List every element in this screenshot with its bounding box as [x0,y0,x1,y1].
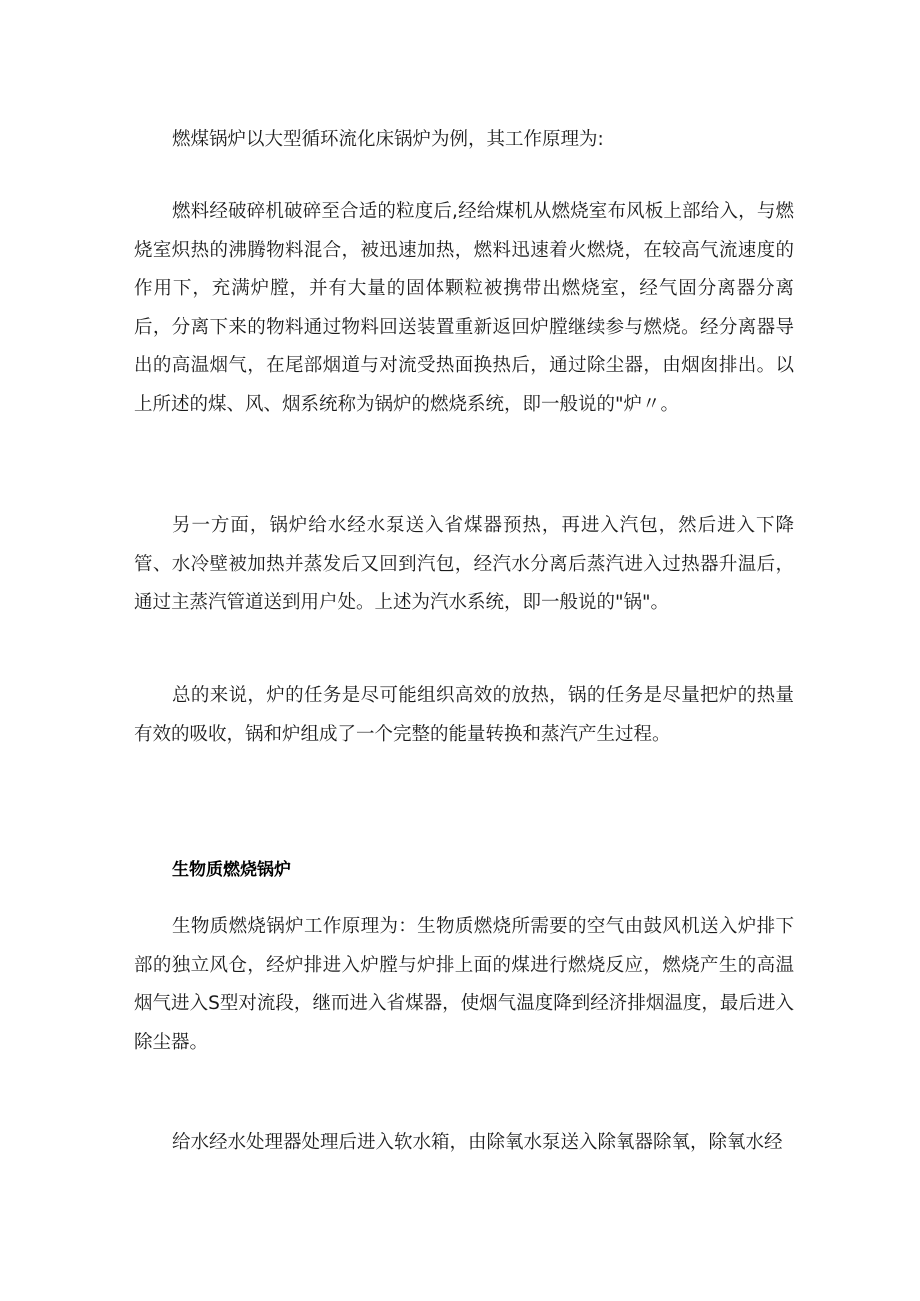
coal-boiler-water-paragraph: 另一方面，锅炉给水经水泵送入省煤器预热，再进入汽包，然后进入下降管、水冷壁被加热并蒸发后又回到汽包，经汽水分离后蒸汽进入过热器升温后，通过主蒸汽管道送到用户处。上述为汽水系统，即一般说的"锅"。 [134,515,794,613]
biomass-boiler-water-paragraph: 给水经水处理器处理后进入软水箱，由除氧水泵送入除氧器除氧，除氧水经 [172,1132,783,1153]
biomass-boiler-principle-paragraph: 生物质燃烧锅炉工作原理为：生物质燃烧所需要的空气由鼓风机送入炉排下部的独立风仓，经炉排进入炉膛与炉排上面的煤进行燃烧反应，燃烧产生的高温烟气进入S型对流段，继而进入省煤器，使烟气温度降到经济排烟温度，最后进入除尘器。 [134,916,794,1053]
section-heading-biomass-boiler: 生物质燃烧锅炉 [172,860,291,880]
coal-boiler-combustion-paragraph: 燃料经破碎机破碎至合适的粒度后,经给煤机从燃烧室布风板上部给入，与燃烧室炽热的沸腾物料混合，被迅速加热，燃料迅速着火燃烧，在较高气流速度的作用下，充满炉膛，并有大量的固体颗粒被携带出燃烧室，经气固分离器分离后，分离下来的物料通过物料回送装置重新返回炉膛继续参与燃烧。经分离器导出的高温烟气，在尾部烟道与对流受热面换热后，通过除尘器，由烟囱排出。以上所述的煤、风、烟系统称为锅炉的燃烧系统，即一般说的"炉〃。 [134,201,794,415]
intro-paragraph: 燃煤锅炉以大型循环流化床锅炉为例，其工作原理为: [172,129,604,150]
coal-boiler-summary-paragraph: 总的来说，炉的任务是尽可能组织高效的放热，锅的任务是尽量把炉的热量有效的吸收，锅和炉组成了一个完整的能量转换和蒸汽产生过程。 [134,685,794,745]
